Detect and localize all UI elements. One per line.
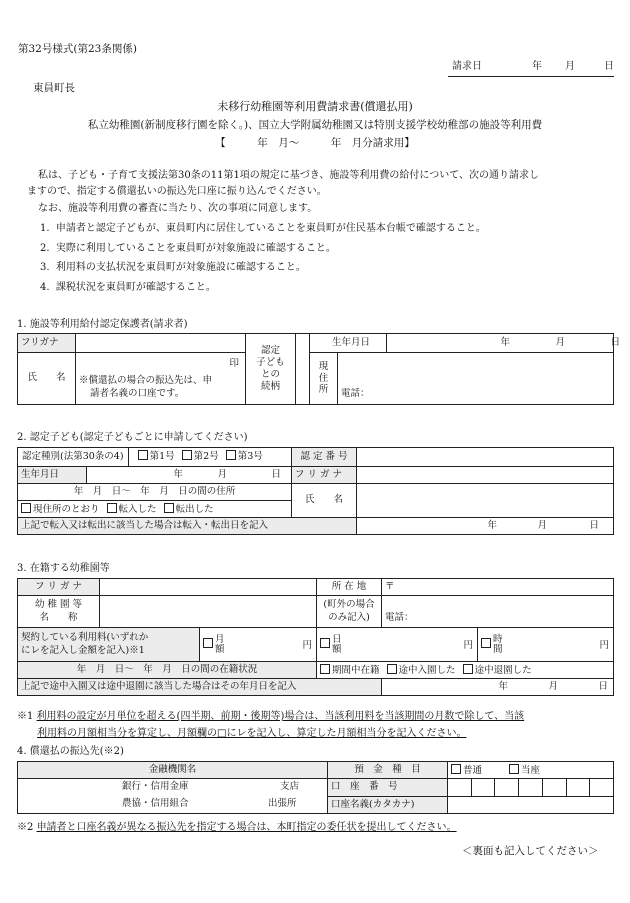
checkbox[interactable]	[226, 450, 236, 460]
checkbox[interactable]	[182, 450, 192, 460]
list-item	[40, 243, 336, 255]
intro-para1-a: 私は、子ども・子育て支援法第30条の11第1項の規定に基づき、施設等利用費の給付について、次の通り請求し	[38, 170, 540, 181]
kg-name-label: 幼 稚 園 等 名 称	[18, 596, 100, 628]
option-ordinary[interactable]: 普通	[451, 765, 482, 776]
section2-heading: 2. 認定子ども(認定子どもごとに申請してください)	[17, 432, 248, 443]
child-furigana-input[interactable]	[357, 467, 614, 484]
note1-text-b: 利用料の月額相当分を算定し、月額欄の□にレを記入し、算定した月額相当分を記入ください。	[37, 728, 467, 739]
relation-label: 認定 子ども との 続柄	[246, 334, 296, 405]
section3-heading: 3. 在籍する幼稚園等	[17, 563, 110, 574]
digit-box[interactable]	[567, 779, 591, 796]
addressee: 東員町長	[33, 82, 75, 94]
footer-note: ＜裏面も記入してください＞	[462, 845, 599, 857]
phone-label: 電話：	[341, 388, 370, 400]
request-date-day: 日	[604, 61, 614, 72]
kg-furigana-input[interactable]	[100, 579, 317, 596]
request-date-label: 請求日	[452, 61, 482, 72]
list-item-number: 1.	[40, 223, 50, 234]
checkbox[interactable]	[509, 764, 519, 774]
child-dob-label: 生年月日	[18, 467, 87, 484]
residence-period-label: 年 月 日～ 年 月 日の間の住所	[18, 484, 292, 501]
option-joined[interactable]: 途中入園した	[387, 665, 456, 676]
branch-type-b: 出張所	[268, 798, 297, 809]
account-note-b: 請者名義の口座です。	[90, 388, 185, 399]
kg-location-input[interactable]	[382, 579, 614, 596]
account-type-options	[448, 762, 614, 779]
dob-month: 月	[555, 337, 566, 348]
option-moved-in[interactable]: 転入した	[107, 504, 157, 515]
list-item-number: 2.	[40, 243, 50, 254]
title-line1: 未移行幼稚園等利用費請求書(償還払用)	[217, 100, 413, 113]
request-date-underline	[448, 76, 614, 77]
join-leave-date-label: 上記で途中入園又は途中退園に該当した場合はその年月日を記入	[18, 679, 382, 696]
fee-hourly[interactable]: 時 間 円	[478, 628, 614, 662]
checkbox[interactable]	[107, 503, 117, 513]
enrollment-status-label: 年 月 日～ 年 月 日の間の在籍状況	[18, 662, 317, 679]
checkbox[interactable]	[203, 638, 213, 648]
list-item	[40, 223, 486, 235]
option-left[interactable]: 途中退園した	[463, 665, 532, 676]
intro-para1-b: ますので、指定する償還払いの振込先口座に振り込んでください。	[27, 186, 327, 197]
residence-options	[18, 501, 292, 518]
dob-day: 日	[610, 337, 621, 348]
monthly-label: 月 額	[215, 633, 225, 655]
checkbox[interactable]	[320, 664, 330, 674]
title-line3: 【 年 月～ 年 月分請求用】	[215, 137, 415, 149]
kindergarten-table	[17, 578, 614, 696]
address-input[interactable]	[338, 353, 614, 405]
list-item-text: 課税状況を東員町が確認すること。	[55, 282, 216, 293]
list-item-text: 実際に利用していることを東員町が対象施設に確認すること。	[55, 243, 336, 254]
note1-text-a: 利用料の設定が月単位を超える(四半期、前期・後期等)場合は、当該利用料を当該期間の月数で除して、当該	[36, 711, 525, 722]
address-label: 現 住 所	[310, 353, 338, 405]
bank-type-b: 農協・信用組合	[122, 798, 189, 809]
guardian-table	[17, 333, 621, 405]
form-number: 第32号様式(第23条関係)	[18, 43, 137, 55]
option-same-address[interactable]: 現住所のとおり	[21, 504, 100, 515]
dob-label: 生年月日	[310, 334, 387, 352]
cert-number-label: 認 定 番 号	[292, 448, 357, 467]
checkbox[interactable]	[387, 664, 397, 674]
account-name-label: 口座名義(カタカナ)	[328, 797, 448, 814]
bank-table	[17, 761, 614, 814]
list-item	[40, 262, 306, 274]
note2-mark: ※2	[17, 822, 34, 833]
dob-row	[310, 334, 621, 353]
furigana-input[interactable]	[76, 334, 246, 353]
bank-type-a: 銀行・信用金庫	[122, 781, 189, 792]
checkbox[interactable]	[481, 638, 491, 648]
cert-type-2[interactable]: 第2号	[182, 451, 219, 462]
daily-label: 日 額	[332, 633, 342, 655]
name-label: 氏 名	[18, 353, 76, 405]
list-item	[40, 282, 216, 294]
child-table	[17, 447, 614, 535]
child-name-label: 氏 名	[292, 484, 357, 518]
option-full-period[interactable]: 期間中在籍	[320, 665, 380, 676]
enrollment-options	[317, 662, 614, 679]
digit-box[interactable]	[472, 779, 496, 796]
note2-text: 申請者と口座名義が異なる振込先を指定する場合は、本町指定の委任状を提出してください。	[36, 822, 457, 833]
bank-name-label: 金融機関名	[18, 762, 328, 779]
digit-box[interactable]	[543, 779, 567, 796]
checkbox[interactable]	[451, 764, 461, 774]
intro-para2: なお、施設等利用費の審査に当たり、次の事項に同意します。	[38, 203, 318, 214]
checkbox[interactable]	[21, 503, 31, 513]
cert-type-3[interactable]: 第3号	[226, 451, 263, 462]
hourly-label: 時 間	[493, 633, 503, 655]
list-item-number: 3.	[40, 262, 50, 273]
kg-location-label: 所 在 地	[317, 579, 382, 596]
seal-mark: 印	[229, 358, 239, 369]
option-moved-out[interactable]: 転出した	[164, 504, 214, 515]
title-line2: 私立幼稚園(新制度移行園を除く。)、国立大学附属幼稚園又は特別支援学校幼稚部の施設等利用費	[87, 119, 543, 131]
fee-monthly[interactable]: 月 額 円	[200, 628, 317, 662]
bank-name-input[interactable]	[18, 779, 328, 814]
phone-label: 電話：	[385, 612, 414, 624]
cert-type-label: 認定種別(法第30条の4)	[18, 448, 129, 466]
note2	[17, 822, 457, 834]
name-input[interactable]	[76, 353, 246, 405]
postal-mark: 〒	[385, 580, 395, 592]
list-item-text: 申請者と認定子どもが、東員町内に居住していることを東員町が住民基本台帳で確認すること。	[55, 223, 486, 234]
cert-type-row	[18, 448, 292, 467]
kg-furigana-label: フ リ ガ ナ	[18, 579, 100, 596]
relation-input[interactable]	[296, 334, 310, 405]
cert-type-1[interactable]: 第1号	[138, 451, 175, 462]
fee-label: 契約している利用料(いずれか にレを記入し金額を記入)※1	[18, 628, 200, 662]
child-name-input[interactable]	[357, 484, 614, 518]
digit-box[interactable]	[448, 779, 472, 796]
section1-heading: 1. 施設等利用給付認定保護者(請求者)	[17, 319, 188, 330]
move-date-label: 上記で転入又は転出に該当した場合は転入・転出日を記入	[18, 518, 357, 535]
note1-line1	[17, 711, 524, 723]
request-date-month: 月	[565, 61, 575, 72]
dob-year: 年	[500, 337, 511, 348]
child-dob-input[interactable]: 年 月 日	[87, 467, 292, 484]
list-item-number: 4.	[40, 282, 50, 293]
account-type-label: 預 金 種 目	[328, 762, 448, 779]
section4-heading: 4. 償還払の振込先(※2)	[17, 746, 124, 757]
request-date-year: 年	[532, 61, 542, 72]
join-leave-date-input[interactable]: 年 月 日	[382, 679, 614, 696]
move-date-input[interactable]: 年 月 日	[357, 518, 614, 535]
kg-outside-note: (町外の場合 のみ記入)	[317, 596, 382, 628]
checkbox[interactable]	[164, 503, 174, 513]
branch-type-a: 支店	[280, 781, 300, 792]
checkbox[interactable]	[463, 664, 473, 674]
digit-box[interactable]	[590, 779, 613, 796]
cert-number-input[interactable]	[357, 448, 614, 467]
kg-phone-input[interactable]	[382, 596, 614, 628]
digit-box[interactable]	[495, 779, 519, 796]
kg-name-input[interactable]	[100, 596, 317, 628]
list-item-text: 利用料の支払状況を東員町が対象施設に確認すること。	[55, 262, 306, 273]
note1-mark: ※1	[17, 711, 34, 722]
account-name-input[interactable]	[448, 797, 614, 814]
furigana-label: フリガナ	[18, 334, 76, 353]
fee-daily[interactable]: 日 額 円	[317, 628, 478, 662]
account-number-input[interactable]	[448, 779, 614, 797]
checkbox[interactable]	[138, 450, 148, 460]
child-furigana-label: フ リ ガ ナ	[292, 467, 357, 484]
account-note-a: ※償還払の場合の振込先は、申	[79, 375, 213, 386]
note1-line2	[37, 728, 466, 740]
checkbox[interactable]	[320, 638, 330, 648]
digit-box[interactable]	[519, 779, 543, 796]
account-number-label: 口 座 番 号	[328, 779, 448, 797]
option-current[interactable]: 当座	[509, 765, 540, 776]
